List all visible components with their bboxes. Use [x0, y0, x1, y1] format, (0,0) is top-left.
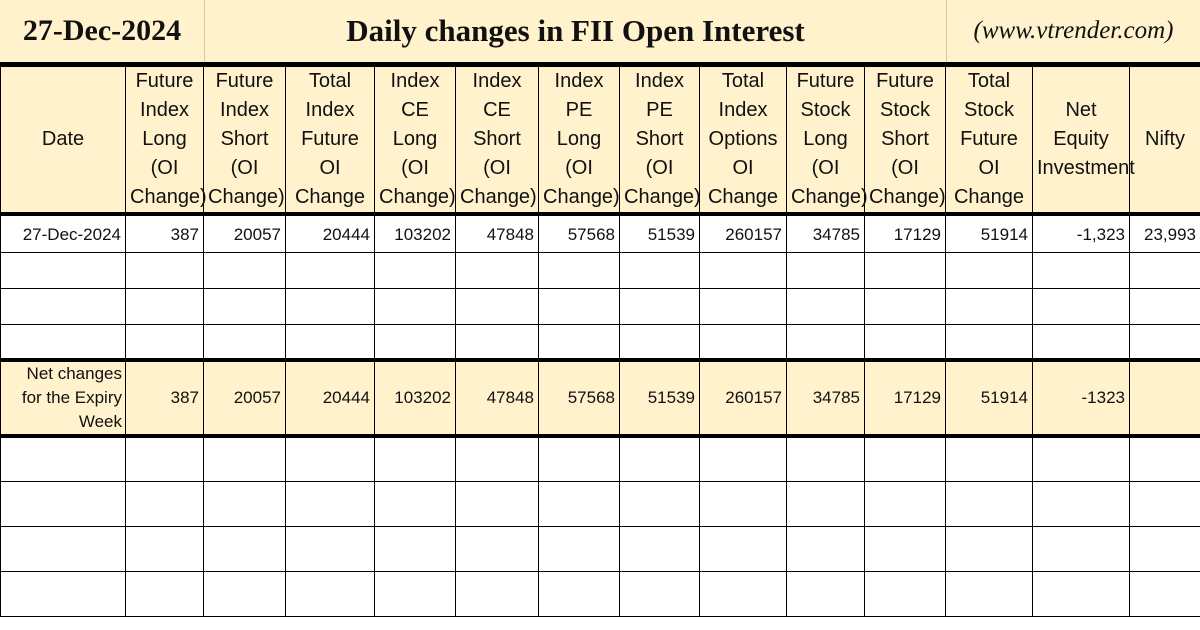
column-header: Nifty: [1130, 67, 1200, 215]
table-cell: 20444: [286, 214, 375, 252]
empty-row: [1, 288, 1200, 324]
table-cell: 103202: [375, 360, 456, 436]
net-changes-label: Net changes for the Expiry Week: [1, 360, 126, 436]
report-title: Daily changes in FII Open Interest: [205, 0, 947, 62]
table-cell: 17129: [865, 214, 946, 252]
net-equity-cell: -1,323: [1033, 214, 1130, 252]
table-cell: 20057: [204, 214, 286, 252]
table-cell: 47848: [456, 360, 539, 436]
table-cell: 57568: [539, 360, 620, 436]
column-header: Future Stock Long (OI Change): [787, 67, 865, 215]
column-header: Future Stock Short (OI Change): [865, 67, 946, 215]
report-date: 27-Dec-2024: [0, 0, 205, 62]
column-header: Index PE Short (OI Change): [620, 67, 700, 215]
table-cell: 34785: [787, 214, 865, 252]
column-header: Future Index Long (OI Change): [126, 67, 204, 215]
header-row: [1, 67, 1200, 215]
net-equity-cell: -1323: [1033, 360, 1130, 436]
empty-row: [1, 571, 1200, 616]
table-row: [1, 214, 1200, 252]
table-cell: 17129: [865, 360, 946, 436]
table-cell: 57568: [539, 214, 620, 252]
table-cell: 20057: [204, 360, 286, 436]
empty-row: [1, 252, 1200, 288]
column-header: Index CE Long (OI Change): [375, 67, 456, 215]
table-cell: 20444: [286, 360, 375, 436]
table-cell: 51914: [946, 360, 1033, 436]
oi-table: [0, 66, 1200, 617]
net-changes-row: [1, 360, 1200, 436]
empty-row: [1, 436, 1200, 481]
column-header: Total Index Options OI Change: [700, 67, 787, 215]
date-cell: 27-Dec-2024: [1, 214, 126, 252]
column-header: Total Index Future OI Change: [286, 67, 375, 215]
column-header: Net Equity Investment: [1033, 67, 1130, 215]
table-cell: 387: [126, 214, 204, 252]
empty-row: [1, 481, 1200, 526]
column-header: Date: [1, 67, 126, 215]
table-cell: 51539: [620, 214, 700, 252]
table-cell: 51539: [620, 360, 700, 436]
table-cell: 47848: [456, 214, 539, 252]
column-header: Future Index Short (OI Change): [204, 67, 286, 215]
table-cell: 387: [126, 360, 204, 436]
table-cell: 103202: [375, 214, 456, 252]
empty-row: [1, 324, 1200, 360]
column-header: Index CE Short (OI Change): [456, 67, 539, 215]
table-cell: 260157: [700, 214, 787, 252]
table-cell: 34785: [787, 360, 865, 436]
column-header: Index PE Long (OI Change): [539, 67, 620, 215]
title-bar: [0, 0, 1200, 66]
table-cell: 51914: [946, 214, 1033, 252]
table-cell: 260157: [700, 360, 787, 436]
empty-row: [1, 526, 1200, 571]
column-header: Total Stock Future OI Change: [946, 67, 1033, 215]
nifty-cell: 23,993: [1130, 214, 1200, 252]
table-cell: [1130, 360, 1200, 436]
site-credit: (www.vtrender.com): [973, 17, 1174, 44]
